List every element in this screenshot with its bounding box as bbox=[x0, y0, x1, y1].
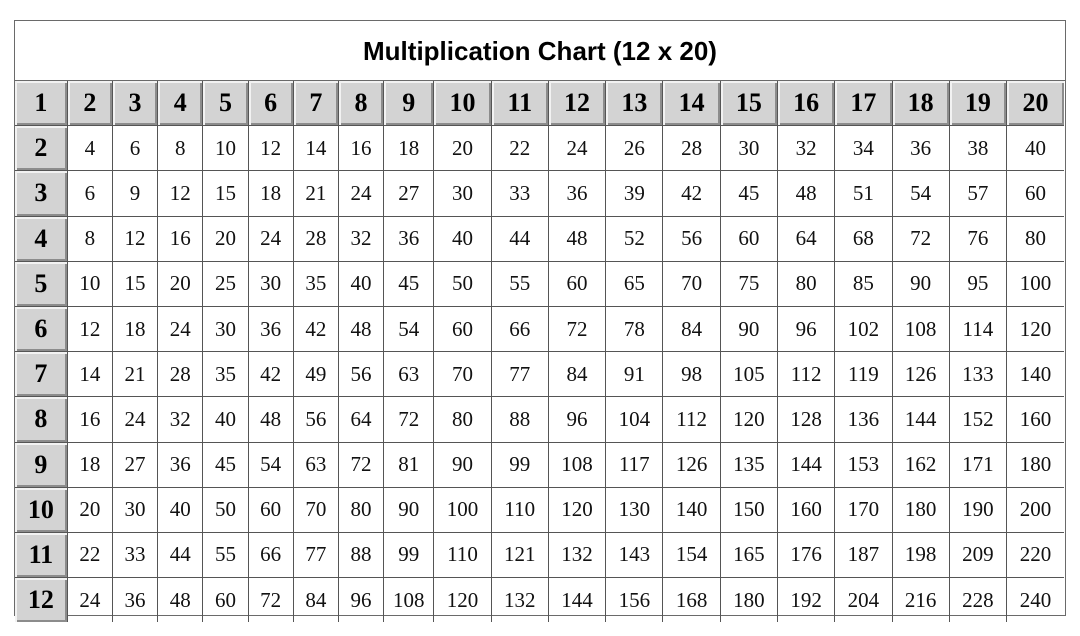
product-cell: 66 bbox=[491, 306, 548, 351]
table-row bbox=[15, 261, 1064, 306]
product-cell: 88 bbox=[338, 532, 383, 577]
product-cell: 105 bbox=[720, 352, 777, 397]
product-cell: 76 bbox=[949, 216, 1006, 261]
product-cell: 117 bbox=[606, 442, 663, 487]
product-cell: 165 bbox=[720, 532, 777, 577]
product-cell: 60 bbox=[434, 306, 491, 351]
product-cell: 80 bbox=[434, 397, 491, 442]
product-cell: 10 bbox=[67, 261, 112, 306]
product-cell: 96 bbox=[777, 306, 834, 351]
column-header: 19 bbox=[949, 81, 1006, 126]
table-row bbox=[15, 352, 1064, 397]
product-cell: 132 bbox=[548, 532, 605, 577]
product-cell: 70 bbox=[434, 352, 491, 397]
table-row bbox=[15, 216, 1064, 261]
product-cell: 30 bbox=[248, 261, 293, 306]
product-cell: 63 bbox=[384, 352, 434, 397]
product-cell: 96 bbox=[338, 578, 383, 623]
product-cell: 8 bbox=[158, 126, 203, 171]
product-cell: 51 bbox=[835, 171, 892, 216]
table-row bbox=[15, 171, 1064, 216]
table-row bbox=[15, 532, 1064, 577]
product-cell: 30 bbox=[203, 306, 248, 351]
product-cell: 24 bbox=[112, 397, 157, 442]
column-header: 2 bbox=[67, 81, 112, 126]
product-cell: 55 bbox=[203, 532, 248, 577]
product-cell: 52 bbox=[606, 216, 663, 261]
product-cell: 49 bbox=[293, 352, 338, 397]
product-cell: 25 bbox=[203, 261, 248, 306]
product-cell: 48 bbox=[158, 578, 203, 623]
row-header: 10 bbox=[15, 487, 67, 532]
product-cell: 108 bbox=[548, 442, 605, 487]
product-cell: 12 bbox=[112, 216, 157, 261]
product-cell: 28 bbox=[293, 216, 338, 261]
column-header: 12 bbox=[548, 81, 605, 126]
product-cell: 102 bbox=[835, 306, 892, 351]
product-cell: 50 bbox=[203, 487, 248, 532]
product-cell: 20 bbox=[203, 216, 248, 261]
product-cell: 35 bbox=[293, 261, 338, 306]
product-cell: 80 bbox=[1007, 216, 1064, 261]
product-cell: 60 bbox=[248, 487, 293, 532]
product-cell: 84 bbox=[548, 352, 605, 397]
product-cell: 72 bbox=[548, 306, 605, 351]
product-cell: 152 bbox=[949, 397, 1006, 442]
product-cell: 216 bbox=[892, 578, 949, 623]
product-cell: 39 bbox=[606, 171, 663, 216]
product-cell: 91 bbox=[606, 352, 663, 397]
column-header: 13 bbox=[606, 81, 663, 126]
multiplication-chart bbox=[14, 20, 1066, 616]
product-cell: 72 bbox=[384, 397, 434, 442]
product-cell: 176 bbox=[777, 532, 834, 577]
product-cell: 18 bbox=[248, 171, 293, 216]
product-cell: 187 bbox=[835, 532, 892, 577]
product-cell: 36 bbox=[892, 126, 949, 171]
product-cell: 6 bbox=[67, 171, 112, 216]
product-cell: 100 bbox=[434, 487, 491, 532]
product-cell: 48 bbox=[777, 171, 834, 216]
product-cell: 130 bbox=[606, 487, 663, 532]
product-cell: 72 bbox=[892, 216, 949, 261]
product-cell: 110 bbox=[491, 487, 548, 532]
column-header: 5 bbox=[203, 81, 248, 126]
product-cell: 99 bbox=[384, 532, 434, 577]
column-header: 7 bbox=[293, 81, 338, 126]
column-header: 10 bbox=[434, 81, 491, 126]
product-cell: 90 bbox=[720, 306, 777, 351]
product-cell: 65 bbox=[606, 261, 663, 306]
product-cell: 20 bbox=[434, 126, 491, 171]
product-cell: 121 bbox=[491, 532, 548, 577]
product-cell: 80 bbox=[777, 261, 834, 306]
product-cell: 70 bbox=[293, 487, 338, 532]
column-header: 3 bbox=[112, 81, 157, 126]
product-cell: 32 bbox=[777, 126, 834, 171]
product-cell: 240 bbox=[1007, 578, 1064, 623]
corner-cell: 1 bbox=[15, 81, 67, 126]
product-cell: 45 bbox=[720, 171, 777, 216]
product-cell: 28 bbox=[663, 126, 720, 171]
multiplication-table bbox=[15, 81, 1064, 622]
product-cell: 54 bbox=[248, 442, 293, 487]
product-cell: 40 bbox=[203, 397, 248, 442]
product-cell: 42 bbox=[248, 352, 293, 397]
product-cell: 18 bbox=[112, 306, 157, 351]
product-cell: 72 bbox=[338, 442, 383, 487]
table-row bbox=[15, 306, 1064, 351]
product-cell: 60 bbox=[203, 578, 248, 623]
product-cell: 200 bbox=[1007, 487, 1064, 532]
product-cell: 40 bbox=[434, 216, 491, 261]
header-row bbox=[15, 81, 1064, 126]
product-cell: 14 bbox=[293, 126, 338, 171]
product-cell: 84 bbox=[663, 306, 720, 351]
product-cell: 20 bbox=[67, 487, 112, 532]
product-cell: 96 bbox=[548, 397, 605, 442]
row-header: 8 bbox=[15, 397, 67, 442]
product-cell: 204 bbox=[835, 578, 892, 623]
row-header: 3 bbox=[15, 171, 67, 216]
table-row bbox=[15, 578, 1064, 623]
product-cell: 110 bbox=[434, 532, 491, 577]
product-cell: 8 bbox=[67, 216, 112, 261]
product-cell: 54 bbox=[892, 171, 949, 216]
product-cell: 220 bbox=[1007, 532, 1064, 577]
product-cell: 128 bbox=[777, 397, 834, 442]
product-cell: 72 bbox=[248, 578, 293, 623]
row-header: 4 bbox=[15, 216, 67, 261]
product-cell: 56 bbox=[663, 216, 720, 261]
product-cell: 112 bbox=[777, 352, 834, 397]
product-cell: 64 bbox=[777, 216, 834, 261]
product-cell: 32 bbox=[158, 397, 203, 442]
product-cell: 45 bbox=[203, 442, 248, 487]
column-header: 17 bbox=[835, 81, 892, 126]
product-cell: 120 bbox=[434, 578, 491, 623]
product-cell: 120 bbox=[548, 487, 605, 532]
product-cell: 170 bbox=[835, 487, 892, 532]
product-cell: 198 bbox=[892, 532, 949, 577]
product-cell: 126 bbox=[663, 442, 720, 487]
product-cell: 42 bbox=[293, 306, 338, 351]
product-cell: 24 bbox=[158, 306, 203, 351]
product-cell: 168 bbox=[663, 578, 720, 623]
product-cell: 77 bbox=[293, 532, 338, 577]
product-cell: 136 bbox=[835, 397, 892, 442]
product-cell: 120 bbox=[720, 397, 777, 442]
product-cell: 162 bbox=[892, 442, 949, 487]
product-cell: 190 bbox=[949, 487, 1006, 532]
product-cell: 36 bbox=[548, 171, 605, 216]
table-row bbox=[15, 126, 1064, 171]
product-cell: 95 bbox=[949, 261, 1006, 306]
product-cell: 6 bbox=[112, 126, 157, 171]
product-cell: 27 bbox=[112, 442, 157, 487]
product-cell: 4 bbox=[67, 126, 112, 171]
product-cell: 54 bbox=[384, 306, 434, 351]
product-cell: 160 bbox=[777, 487, 834, 532]
product-cell: 44 bbox=[491, 216, 548, 261]
product-cell: 22 bbox=[67, 532, 112, 577]
product-cell: 66 bbox=[248, 532, 293, 577]
product-cell: 35 bbox=[203, 352, 248, 397]
product-cell: 108 bbox=[892, 306, 949, 351]
product-cell: 143 bbox=[606, 532, 663, 577]
product-cell: 120 bbox=[1007, 306, 1064, 351]
product-cell: 24 bbox=[548, 126, 605, 171]
product-cell: 15 bbox=[203, 171, 248, 216]
product-cell: 90 bbox=[434, 442, 491, 487]
product-cell: 60 bbox=[1007, 171, 1064, 216]
product-cell: 27 bbox=[384, 171, 434, 216]
product-cell: 108 bbox=[384, 578, 434, 623]
product-cell: 100 bbox=[1007, 261, 1064, 306]
product-cell: 12 bbox=[158, 171, 203, 216]
product-cell: 56 bbox=[293, 397, 338, 442]
product-cell: 150 bbox=[720, 487, 777, 532]
product-cell: 28 bbox=[158, 352, 203, 397]
row-header: 9 bbox=[15, 442, 67, 487]
product-cell: 144 bbox=[548, 578, 605, 623]
product-cell: 33 bbox=[112, 532, 157, 577]
product-cell: 40 bbox=[158, 487, 203, 532]
product-cell: 180 bbox=[720, 578, 777, 623]
product-cell: 48 bbox=[248, 397, 293, 442]
product-cell: 140 bbox=[663, 487, 720, 532]
product-cell: 55 bbox=[491, 261, 548, 306]
column-header: 15 bbox=[720, 81, 777, 126]
product-cell: 81 bbox=[384, 442, 434, 487]
product-cell: 26 bbox=[606, 126, 663, 171]
product-cell: 44 bbox=[158, 532, 203, 577]
product-cell: 60 bbox=[548, 261, 605, 306]
product-cell: 132 bbox=[491, 578, 548, 623]
product-cell: 30 bbox=[720, 126, 777, 171]
product-cell: 36 bbox=[248, 306, 293, 351]
table-row bbox=[15, 442, 1064, 487]
product-cell: 16 bbox=[158, 216, 203, 261]
product-cell: 10 bbox=[203, 126, 248, 171]
product-cell: 78 bbox=[606, 306, 663, 351]
product-cell: 126 bbox=[892, 352, 949, 397]
product-cell: 20 bbox=[158, 261, 203, 306]
column-header: 9 bbox=[384, 81, 434, 126]
row-header: 7 bbox=[15, 352, 67, 397]
product-cell: 156 bbox=[606, 578, 663, 623]
product-cell: 30 bbox=[112, 487, 157, 532]
product-cell: 16 bbox=[67, 397, 112, 442]
product-cell: 50 bbox=[434, 261, 491, 306]
product-cell: 144 bbox=[892, 397, 949, 442]
product-cell: 112 bbox=[663, 397, 720, 442]
column-header: 4 bbox=[158, 81, 203, 126]
row-header: 12 bbox=[15, 578, 67, 623]
product-cell: 18 bbox=[384, 126, 434, 171]
column-header: 18 bbox=[892, 81, 949, 126]
product-cell: 18 bbox=[67, 442, 112, 487]
column-header: 11 bbox=[491, 81, 548, 126]
product-cell: 228 bbox=[949, 578, 1006, 623]
product-cell: 154 bbox=[663, 532, 720, 577]
product-cell: 133 bbox=[949, 352, 1006, 397]
product-cell: 75 bbox=[720, 261, 777, 306]
product-cell: 21 bbox=[293, 171, 338, 216]
product-cell: 160 bbox=[1007, 397, 1064, 442]
table-row bbox=[15, 487, 1064, 532]
product-cell: 12 bbox=[248, 126, 293, 171]
product-cell: 70 bbox=[663, 261, 720, 306]
product-cell: 24 bbox=[67, 578, 112, 623]
chart-title: Multiplication Chart (12 x 20) bbox=[15, 21, 1065, 81]
product-cell: 21 bbox=[112, 352, 157, 397]
product-cell: 140 bbox=[1007, 352, 1064, 397]
product-cell: 48 bbox=[338, 306, 383, 351]
product-cell: 192 bbox=[777, 578, 834, 623]
product-cell: 171 bbox=[949, 442, 1006, 487]
column-header: 16 bbox=[777, 81, 834, 126]
product-cell: 30 bbox=[434, 171, 491, 216]
column-header: 8 bbox=[338, 81, 383, 126]
product-cell: 80 bbox=[338, 487, 383, 532]
product-cell: 209 bbox=[949, 532, 1006, 577]
product-cell: 14 bbox=[67, 352, 112, 397]
product-cell: 57 bbox=[949, 171, 1006, 216]
product-cell: 144 bbox=[777, 442, 834, 487]
product-cell: 48 bbox=[548, 216, 605, 261]
product-cell: 24 bbox=[248, 216, 293, 261]
product-cell: 42 bbox=[663, 171, 720, 216]
product-cell: 15 bbox=[112, 261, 157, 306]
product-cell: 180 bbox=[892, 487, 949, 532]
product-cell: 104 bbox=[606, 397, 663, 442]
product-cell: 32 bbox=[338, 216, 383, 261]
product-cell: 180 bbox=[1007, 442, 1064, 487]
product-cell: 90 bbox=[384, 487, 434, 532]
product-cell: 22 bbox=[491, 126, 548, 171]
table-row bbox=[15, 397, 1064, 442]
product-cell: 68 bbox=[835, 216, 892, 261]
product-cell: 84 bbox=[293, 578, 338, 623]
product-cell: 36 bbox=[384, 216, 434, 261]
product-cell: 60 bbox=[720, 216, 777, 261]
product-cell: 153 bbox=[835, 442, 892, 487]
product-cell: 77 bbox=[491, 352, 548, 397]
product-cell: 98 bbox=[663, 352, 720, 397]
product-cell: 99 bbox=[491, 442, 548, 487]
row-header: 11 bbox=[15, 532, 67, 577]
column-header: 14 bbox=[663, 81, 720, 126]
column-header: 6 bbox=[248, 81, 293, 126]
product-cell: 56 bbox=[338, 352, 383, 397]
product-cell: 114 bbox=[949, 306, 1006, 351]
product-cell: 24 bbox=[338, 171, 383, 216]
row-header: 5 bbox=[15, 261, 67, 306]
product-cell: 33 bbox=[491, 171, 548, 216]
product-cell: 12 bbox=[67, 306, 112, 351]
product-cell: 45 bbox=[384, 261, 434, 306]
product-cell: 64 bbox=[338, 397, 383, 442]
product-cell: 9 bbox=[112, 171, 157, 216]
product-cell: 36 bbox=[112, 578, 157, 623]
product-cell: 119 bbox=[835, 352, 892, 397]
product-cell: 40 bbox=[338, 261, 383, 306]
product-cell: 88 bbox=[491, 397, 548, 442]
product-cell: 90 bbox=[892, 261, 949, 306]
row-header: 6 bbox=[15, 306, 67, 351]
product-cell: 38 bbox=[949, 126, 1006, 171]
product-cell: 63 bbox=[293, 442, 338, 487]
row-header: 2 bbox=[15, 126, 67, 171]
product-cell: 16 bbox=[338, 126, 383, 171]
column-header: 20 bbox=[1007, 81, 1064, 126]
product-cell: 85 bbox=[835, 261, 892, 306]
product-cell: 36 bbox=[158, 442, 203, 487]
product-cell: 40 bbox=[1007, 126, 1064, 171]
product-cell: 135 bbox=[720, 442, 777, 487]
product-cell: 34 bbox=[835, 126, 892, 171]
